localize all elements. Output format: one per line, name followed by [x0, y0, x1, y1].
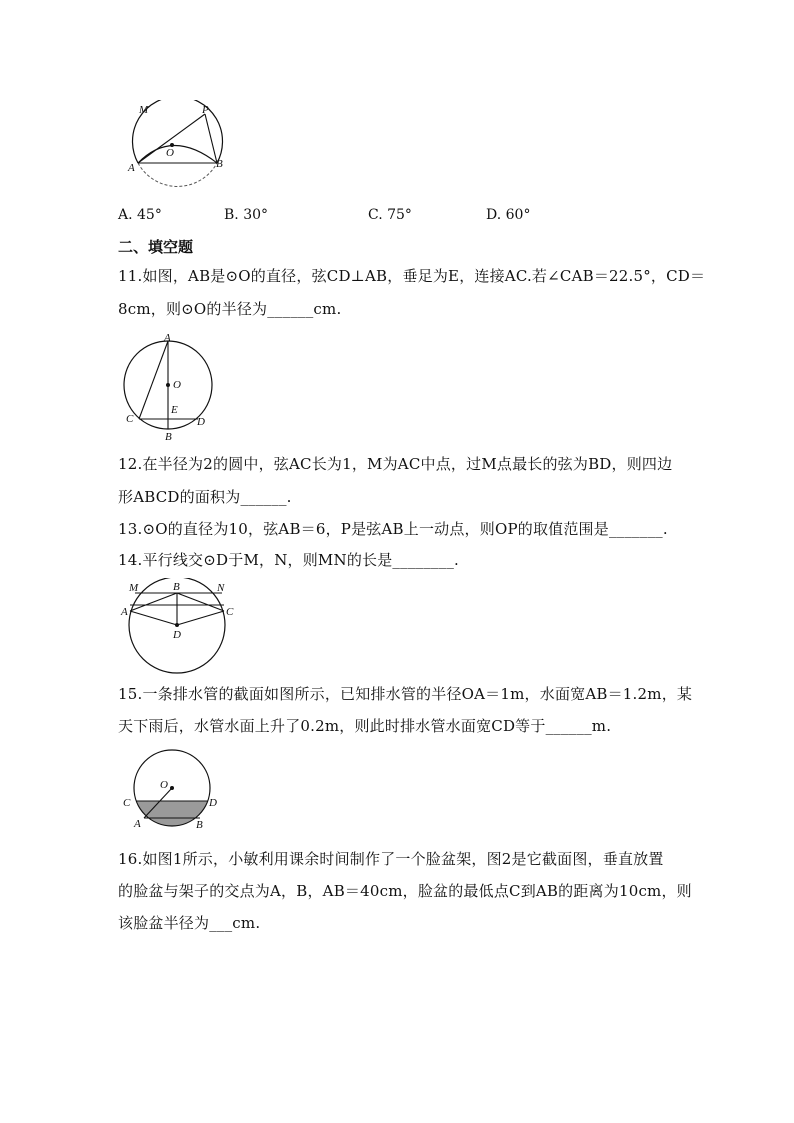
fig10-label-m: M [139, 104, 149, 116]
figure-q15 [120, 748, 224, 834]
q12-line2: 形ABCD的面积为______. [118, 488, 292, 506]
fig10-label-b: B [216, 158, 223, 170]
q14-line1: 14.平行线交⊙D于M，N，则MN的长是________. [118, 551, 459, 569]
fig14-label-n: N [217, 582, 225, 594]
fig11-label-e: E [171, 404, 178, 416]
q16-line2: 的脸盆与架子的交点为A，B，AB＝40cm，脸盆的最低点C到AB的距离为10cm，则 [118, 882, 692, 900]
fig11-label-d: D [197, 416, 205, 428]
option-d[interactable]: D. 60° [486, 207, 531, 223]
fig14-label-b: B [173, 581, 180, 593]
fig10-label-p: P [202, 104, 209, 116]
figure-q10 [124, 100, 234, 190]
fig15-label-o: O [160, 779, 168, 791]
fig15-label-a: A [134, 818, 141, 830]
figure-q11 [118, 332, 218, 442]
fig14-label-m: M [129, 582, 139, 594]
option-b[interactable]: B. 30° [224, 207, 269, 223]
fig15-label-d: D [209, 797, 217, 809]
q12-line1: 12.在半径为2的圆中，弦AC长为1，M为AC中点，过M点最长的弦为BD，则四边 [118, 455, 673, 473]
fig15-label-b: B [196, 819, 203, 831]
fig11-label-o: O [173, 379, 181, 391]
fig14-label-c: C [226, 606, 234, 618]
q11-line2: 8cm，则⊙O的半径为______cm. [118, 300, 342, 318]
fig10-label-a: A [128, 162, 135, 174]
section-title: 二、填空题 [118, 238, 194, 256]
fig11-label-a: A [164, 332, 171, 344]
fig11-label-c: C [126, 413, 134, 425]
figure-q15-svg [120, 748, 224, 834]
fig15-label-c: C [123, 797, 131, 809]
fig10-label-o: O [166, 147, 174, 159]
q15-line2: 天下雨后，水管水面上升了0.2m，则此时排水管水面宽CD等于______m. [118, 717, 612, 735]
q16-line1: 16.如图1所示，小敏利用课余时间制作了一个脸盆架，图2是它截面图，垂直放置 [118, 850, 664, 868]
q16-line3: 该脸盆半径为___cm. [118, 914, 261, 932]
q13-line1: 13.⊙O的直径为10，弦AB＝6，P是弦AB上一动点，则OP的取值范围是_______. [118, 520, 668, 538]
fig14-label-d: D [173, 629, 181, 641]
option-c[interactable]: C. 75° [368, 207, 412, 223]
figure-q14-svg [118, 578, 244, 678]
figure-q11-svg [118, 332, 218, 442]
q15-line1: 15.一条排水管的截面如图所示，已知排水管的半径OA＝1m，水面宽AB＝1.2m，某 [118, 685, 693, 703]
q11-line1: 11.如图，AB是⊙O的直径，弦CD⊥AB，垂足为E，连接AC.若∠CAB＝22.5°，CD＝ [118, 267, 706, 285]
fig14-label-a: A [121, 606, 128, 618]
figure-q14 [118, 578, 244, 678]
fig11-label-b: B [165, 431, 172, 442]
option-a[interactable]: A. 45° [118, 207, 162, 223]
figure-q10-svg [124, 100, 234, 190]
